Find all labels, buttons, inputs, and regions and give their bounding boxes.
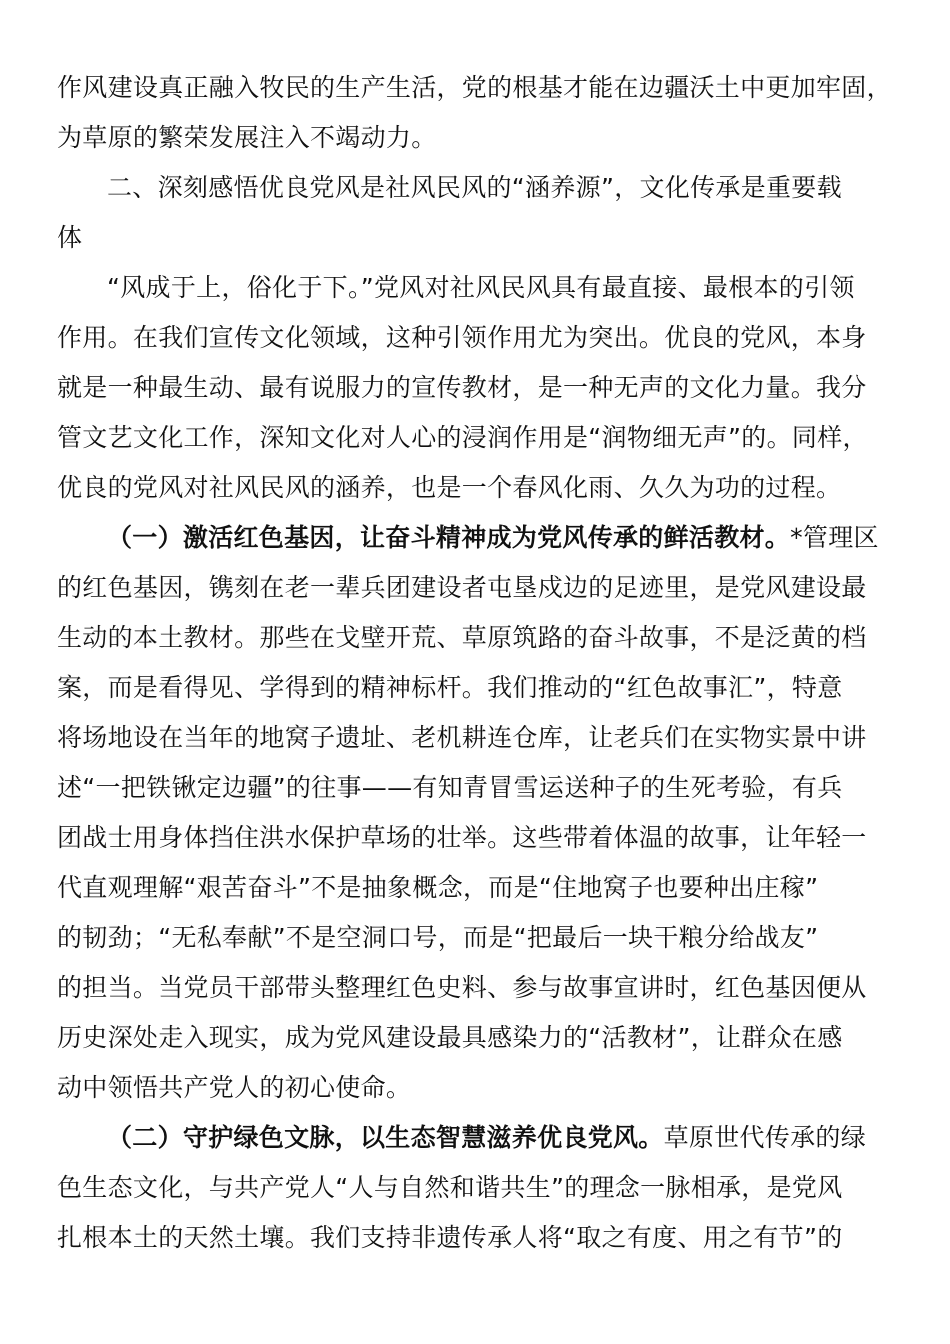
- subsection-2-text: 草原世代传承的绿: [663, 1123, 867, 1152]
- paragraph-line: 作风建设真正融入牧民的生产生活，党的根基才能在边疆沃土中更加牢固，: [57, 73, 892, 102]
- paragraph-line: 的担当。当党员干部带头整理红色史料、参与故事宣讲时，红色基因便从: [57, 973, 867, 1002]
- paragraph-line: 色生态文化，与共产党人“人与自然和谐共生”的理念一脉相承，是党风: [57, 1173, 843, 1202]
- subsection-1-line: [107, 513, 947, 563]
- paragraph-line: 作用。在我们宣传文化领域，这种引领作用尤为突出。优良的党风，本身: [57, 323, 867, 352]
- subsection-1-text: *管理区: [790, 523, 879, 552]
- paragraph-line: 案，而是看得见、学得到的精神标杆。我们推动的“红色故事汇”，特意: [57, 673, 843, 702]
- paragraph-line: 述“一把铁锹定边疆”的往事——有知青冒雪运送种子的生死考验，有兵: [57, 773, 843, 802]
- subsection-2-line: [107, 1113, 947, 1163]
- paragraph-line: 优良的党风对社风民风的涵养，也是一个春风化雨、久久为功的过程。: [57, 473, 842, 502]
- paragraph-line: 动中领悟共产党人的初心使命。: [57, 1073, 412, 1102]
- paragraph-line: 的红色基因，镌刻在老一辈兵团建设者屯垦戍边的足迹里，是党风建设最: [57, 573, 867, 602]
- paragraph-line: 为草原的繁荣发展注入不竭动力。: [57, 123, 437, 152]
- paragraph-line: 代直观理解“艰苦奋斗”不是抽象概念，而是“住地窝子也要种出庄稼”: [57, 873, 819, 902]
- paragraph-line: 团战士用身体挡住洪水保护草场的壮举。这些带着体温的故事，让年轻一: [57, 823, 867, 852]
- subsection-2-heading: （二）守护绿色文脉，以生态智慧滋养优良党风。: [107, 1123, 664, 1152]
- paragraph-line: 就是一种最生动、最有说服力的宣传教材，是一种无声的文化力量。我分: [57, 373, 867, 402]
- paragraph-line: 生动的本土教材。那些在戈壁开荒、草原筑路的奋斗故事，不是泛黄的档: [57, 623, 867, 652]
- paragraph-line: 将场地设在当年的地窝子遗址、老机耕连仓库，让老兵们在实物实景中讲: [57, 723, 867, 752]
- paragraph-line: 扎根本土的天然土壤。我们支持非遗传承人将“取之有度、用之有节”的: [57, 1223, 843, 1252]
- section-heading-2-cont: 体: [57, 223, 83, 252]
- paragraph-line: 管文艺文化工作，深知文化对人心的浸润作用是“润物细无声”的。同样，: [57, 423, 868, 452]
- subsection-1-heading: （一）激活红色基因，让奋斗精神成为党风传承的鲜活教材。: [107, 523, 791, 552]
- paragraph-line: 历史深处走入现实，成为党风建设最具感染力的“活教材”，让群众在感: [57, 1023, 843, 1052]
- paragraph-line: 的韧劲；“无私奉献”不是空洞口号，而是“把最后一块干粮分给战友”: [57, 923, 819, 952]
- section-heading-2: 二、深刻感悟优良党风是社风民风的“涵养源”，文化传承是重要载: [107, 173, 842, 202]
- paragraph-line: “风成于上，俗化于下。”党风对社风民风具有最直接、最根本的引领: [107, 273, 855, 302]
